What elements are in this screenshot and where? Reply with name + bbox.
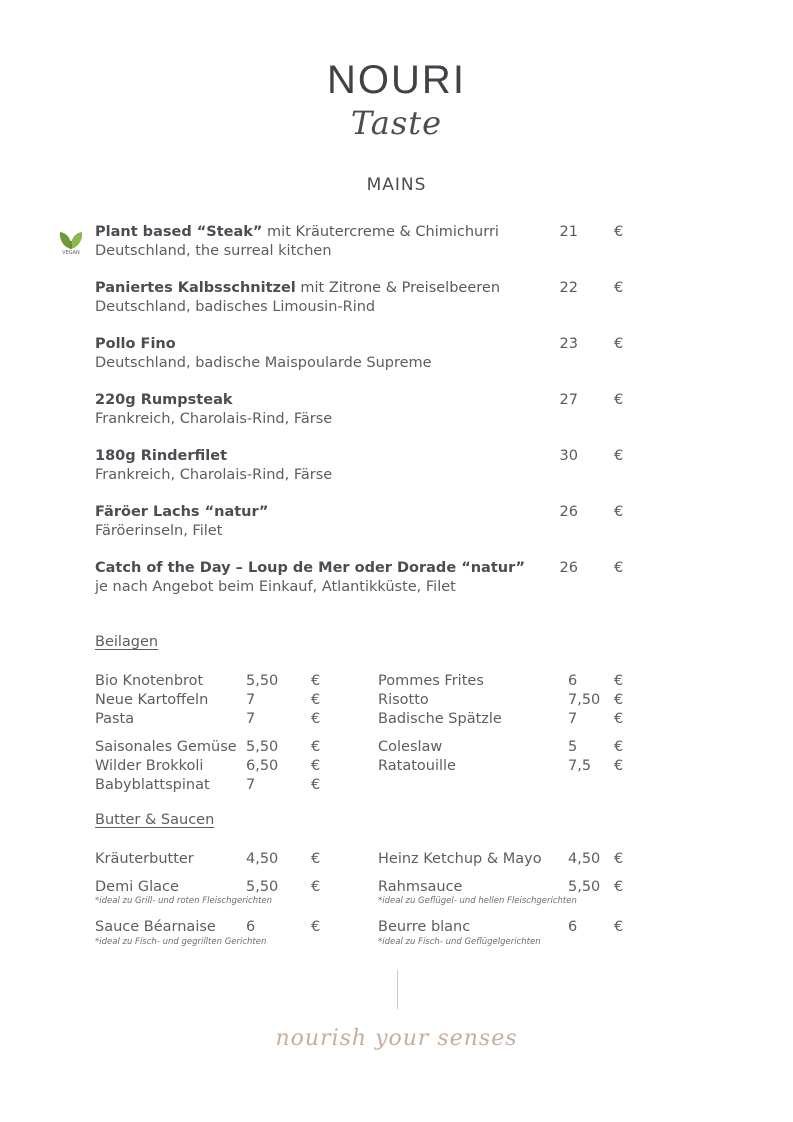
sauce-currency: € [311,919,321,935]
sauce-price: 5,50 [568,879,601,895]
item-desc: Deutschland, badisches Limousin-Rind [95,299,376,315]
side-currency: € [311,711,321,727]
sauce-price: 4,50 [246,851,279,867]
sauce-item [378,878,628,897]
sauce-name: Kräuterbutter [95,851,194,867]
side-name: Badische Spätzle [378,711,502,727]
item-desc: Frankreich, Charolais-Rind, Färse [95,411,333,427]
side-name: Risotto [378,692,429,708]
main-item [95,223,635,261]
side-name: Bio Knotenbrot [95,673,204,689]
side-price: 5,50 [246,673,279,689]
sauce-currency: € [614,879,624,895]
side-price: 5,50 [246,739,279,755]
side-item [95,710,335,729]
item-desc: je nach Angebot beim Einkauf, Atlantikküste, Filet [95,579,456,595]
item-currency: € [614,336,624,352]
item-price: 27 [559,392,578,408]
side-name: Babyblattspinat [95,777,210,793]
sauce-price: 6 [568,919,578,935]
item-price: 30 [559,448,578,464]
item-price: 22 [559,280,578,296]
item-currency: € [614,504,624,520]
side-currency: € [614,692,624,708]
brand-name: NOURI [327,58,466,102]
side-price: 7,50 [568,692,601,708]
side-currency: € [311,673,321,689]
item-name: Plant based “Steak” [95,224,263,240]
side-currency: € [311,758,321,774]
sauce-note: *ideal zu Fisch- und Geflügelgerichten [378,937,541,947]
main-item [95,503,635,541]
side-price: 7,5 [568,758,592,774]
section-title: MAINS [366,175,427,195]
side-item [95,691,335,710]
item-extra: mit Zitrone & Preiselbeeren [295,280,501,296]
side-currency: € [614,758,624,774]
sides-heading: Beilagen [95,634,159,650]
item-currency: € [614,560,624,576]
item-desc: Deutschland, badische Maispoularde Supreme [95,355,432,371]
item-name: 180g Rinderfilet [95,448,228,464]
sauce-item [95,878,335,897]
main-item [95,559,635,597]
side-item [95,738,335,757]
sauce-currency: € [614,919,624,935]
tagline: nourish your senses [275,1026,518,1051]
sauces-heading: Butter & Saucen [95,812,215,828]
sauce-price: 4,50 [568,851,601,867]
leaf-icon [57,229,85,251]
sauce-item [95,918,335,937]
side-price: 7 [246,692,256,708]
item-currency: € [614,280,624,296]
sauce-name: Rahmsauce [378,879,463,895]
item-name: 220g Rumpsteak [95,392,233,408]
side-price: 7 [246,711,256,727]
item-currency: € [614,448,624,464]
side-name: Coleslaw [378,739,443,755]
item-price: 26 [559,504,578,520]
item-desc: Färöerinseln, Filet [95,523,223,539]
side-currency: € [311,777,321,793]
item-desc: Frankreich, Charolais-Rind, Färse [95,467,333,483]
side-price: 7 [246,777,256,793]
side-name: Ratatouille [378,758,456,774]
sauce-note: *ideal zu Fisch- und gegrillten Gerichten [95,937,267,947]
side-item [378,710,628,729]
item-name: Färöer Lachs “natur” [95,504,269,520]
side-name: Pommes Frites [378,673,484,689]
side-name: Wilder Brokkoli [95,758,204,774]
item-name: Pollo Fino [95,336,176,352]
divider [397,970,398,1009]
side-currency: € [614,711,624,727]
sauce-item [378,918,628,937]
sauce-item [95,850,335,869]
side-currency: € [311,739,321,755]
side-price: 7 [568,711,578,727]
side-name: Pasta [95,711,135,727]
side-name: Neue Kartoffeln [95,692,209,708]
sauce-name: Sauce Béarnaise [95,919,216,935]
item-currency: € [614,392,624,408]
side-price: 6,50 [246,758,279,774]
main-item [95,335,635,373]
item-name: Catch of the Day – Loup de Mer oder Dorade “natur” [95,560,526,576]
side-item [378,757,628,776]
sauce-note: *ideal zu Grill- und roten Fleischgerichten [95,896,273,906]
side-item [378,672,628,691]
logo [0,58,793,102]
side-item [95,757,335,776]
item-price: 23 [559,336,578,352]
brand-script: Taste [350,104,443,142]
side-item [378,738,628,757]
sauce-name: Beurre blanc [378,919,471,935]
side-currency: € [614,739,624,755]
side-name: Saisonales Gemüse [95,739,237,755]
side-item [95,776,335,795]
item-currency: € [614,224,624,240]
sauce-currency: € [311,879,321,895]
item-extra: mit Kräutercreme & Chimichurri [262,224,499,240]
main-item [95,447,635,485]
side-item [95,672,335,691]
side-price: 5 [568,739,578,755]
item-price: 26 [559,560,578,576]
item-name: Paniertes Kalbsschnitzel [95,280,296,296]
sauce-name: Demi Glace [95,879,179,895]
side-currency: € [614,673,624,689]
side-price: 6 [568,673,578,689]
sauce-price: 6 [246,919,256,935]
main-item [95,391,635,429]
item-desc: Deutschland, the surreal kitchen [95,243,332,259]
vegan-badge [57,229,85,259]
sauce-note: *ideal zu Geflügel- und hellen Fleischgerichten [378,896,577,906]
sauce-item [378,850,628,869]
sauce-currency: € [311,851,321,867]
sauce-price: 5,50 [246,879,279,895]
vegan-label: VEGAN [62,250,80,256]
sauce-name: Heinz Ketchup & Mayo [378,851,542,867]
item-price: 21 [559,224,578,240]
side-item [378,691,628,710]
side-currency: € [311,692,321,708]
sauce-currency: € [614,851,624,867]
main-item [95,279,635,317]
